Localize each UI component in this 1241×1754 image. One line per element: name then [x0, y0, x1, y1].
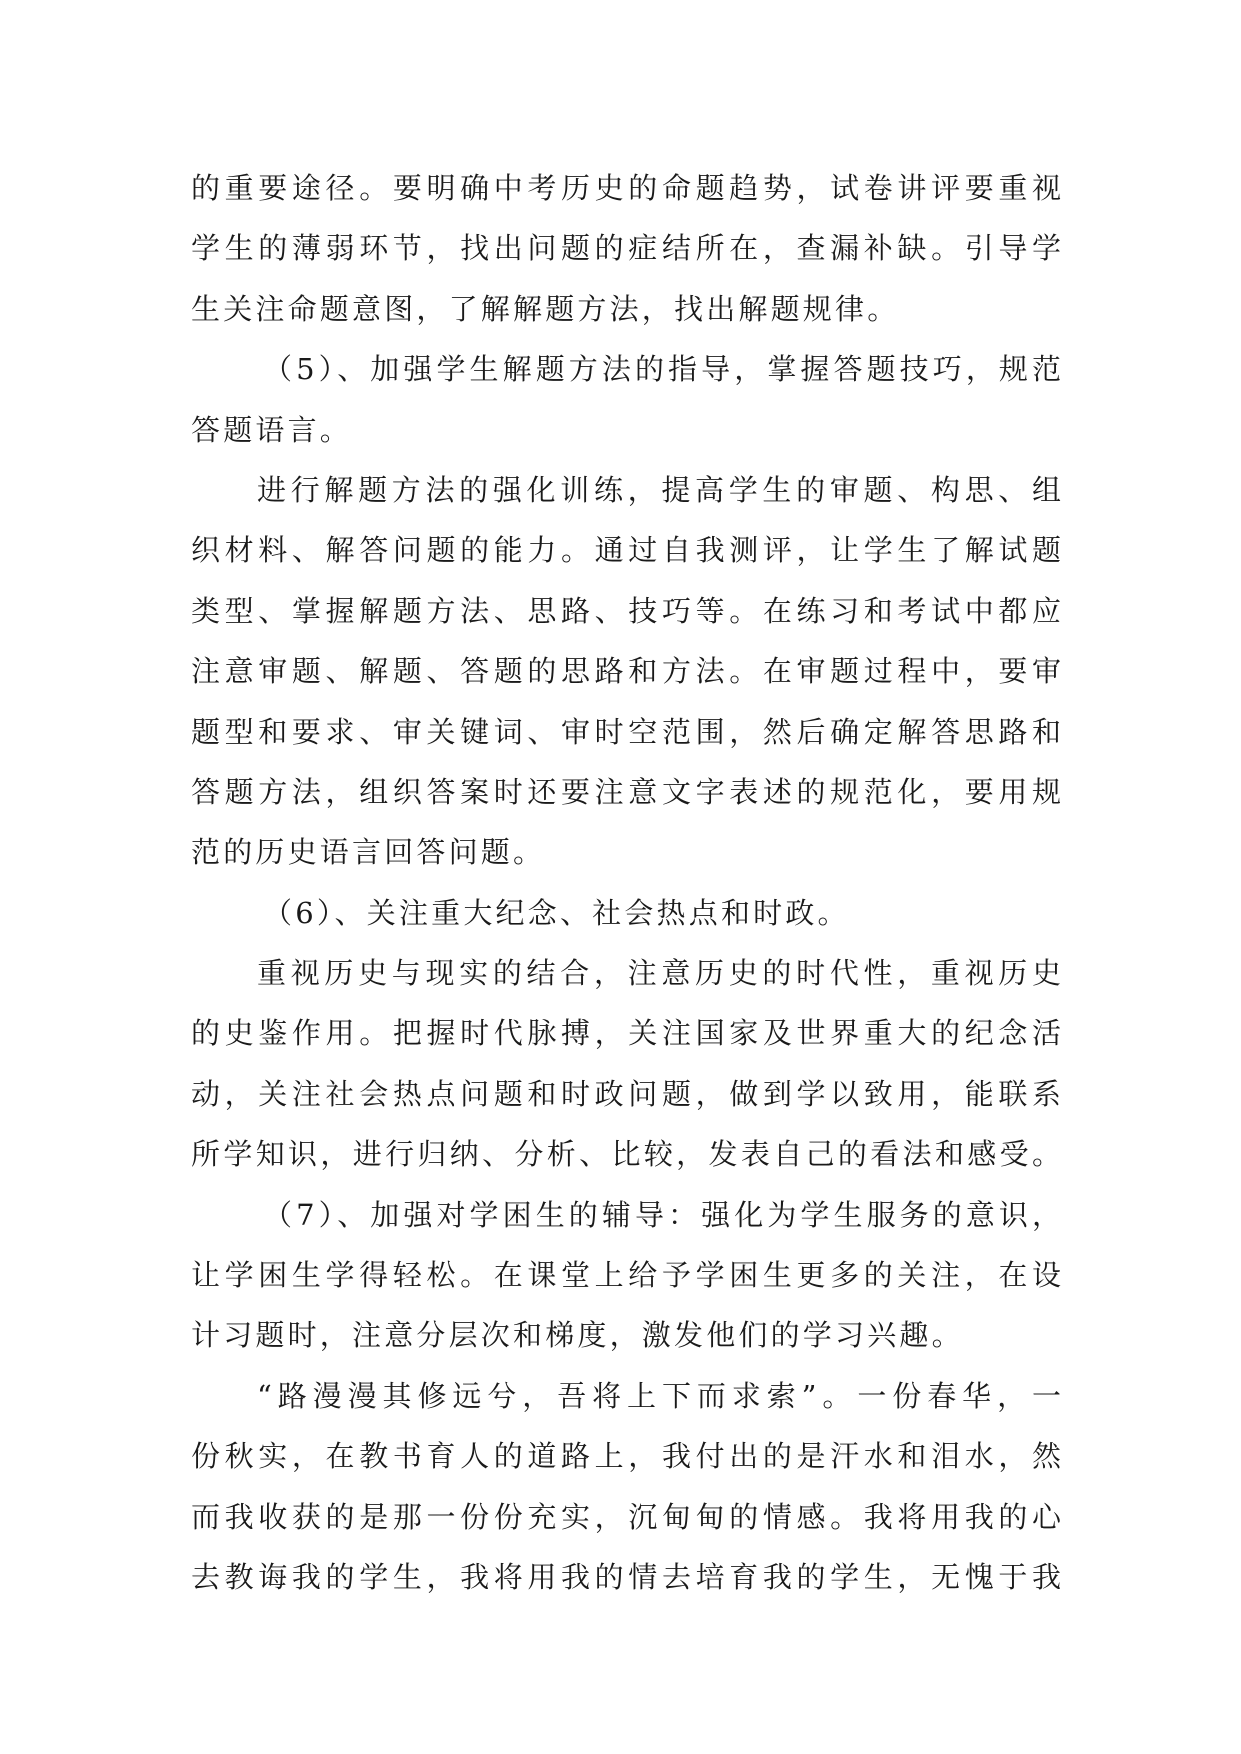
- text-line: 织材料、解答问题的能力。通过自我测评，让学生了解试题: [191, 533, 1061, 568]
- text-line: 注意审题、解题、答题的思路和方法。在审题过程中，要审: [191, 654, 1061, 689]
- text-line: （5）、加强学生解题方法的指导，掌握答题技巧，规范: [263, 352, 1061, 387]
- text-line: 份秋实，在教书育人的道路上，我付出的是汗水和泪水，然: [191, 1439, 1061, 1474]
- text-line: （7）、加强对学困生的辅导：强化为学生服务的意识，: [263, 1197, 1061, 1232]
- text-line: 学生的薄弱环节，找出问题的症结所在，查漏补缺。引导学: [191, 231, 1061, 266]
- text-line: 类型、掌握解题方法、思路、技巧等。在练习和考试中都应: [191, 593, 1061, 628]
- text-line: 去教诲我的学生，我将用我的情去培育我的学生，无愧于我: [191, 1559, 1061, 1594]
- text-line: 的重要途径。要明确中考历史的命题趋势，试卷讲评要重视: [191, 171, 1061, 205]
- text-line: 答题方法，组织答案时还要注意文字表述的规范化，要用规: [191, 774, 1061, 809]
- text-line: 范的历史语言回答问题。: [191, 835, 546, 870]
- text-line: 让学困生学得轻松。在课堂上给予学困生更多的关注，在设: [191, 1258, 1061, 1293]
- text-line: 计习题时，注意分层次和梯度，激发他们的学习兴趣。: [191, 1318, 964, 1353]
- text-line: “路漫漫其修远兮，吾将上下而求索”。一份春华，一: [257, 1378, 1061, 1413]
- text-line: 答题语言。: [191, 412, 353, 447]
- document-body: [191, 158, 1061, 1607]
- text-line: 动，关注社会热点问题和时政问题，做到学以致用，能联系: [191, 1076, 1061, 1111]
- text-line: 进行解题方法的强化训练，提高学生的审题、构思、组: [257, 472, 1061, 507]
- text-line: 题型和要求、审关键词、审时空范围，然后确定解答思路和: [191, 714, 1061, 749]
- text-line: 重视历史与现实的结合，注意历史的时代性，重视历史: [257, 956, 1061, 991]
- text-line: 而我收获的是那一份份充实，沉甸甸的情感。我将用我的心: [191, 1499, 1061, 1534]
- text-line: 生关注命题意图，了解解题方法，找出解题规律。: [191, 291, 900, 326]
- text-line: 所学知识，进行归纳、分析、比较，发表自己的看法和感受。: [191, 1137, 1061, 1172]
- text-line: 的史鉴作用。把握时代脉搏，关注国家及世界重大的纪念活: [191, 1016, 1061, 1051]
- text-line: （6）、关注重大纪念、社会热点和时政。: [263, 895, 850, 930]
